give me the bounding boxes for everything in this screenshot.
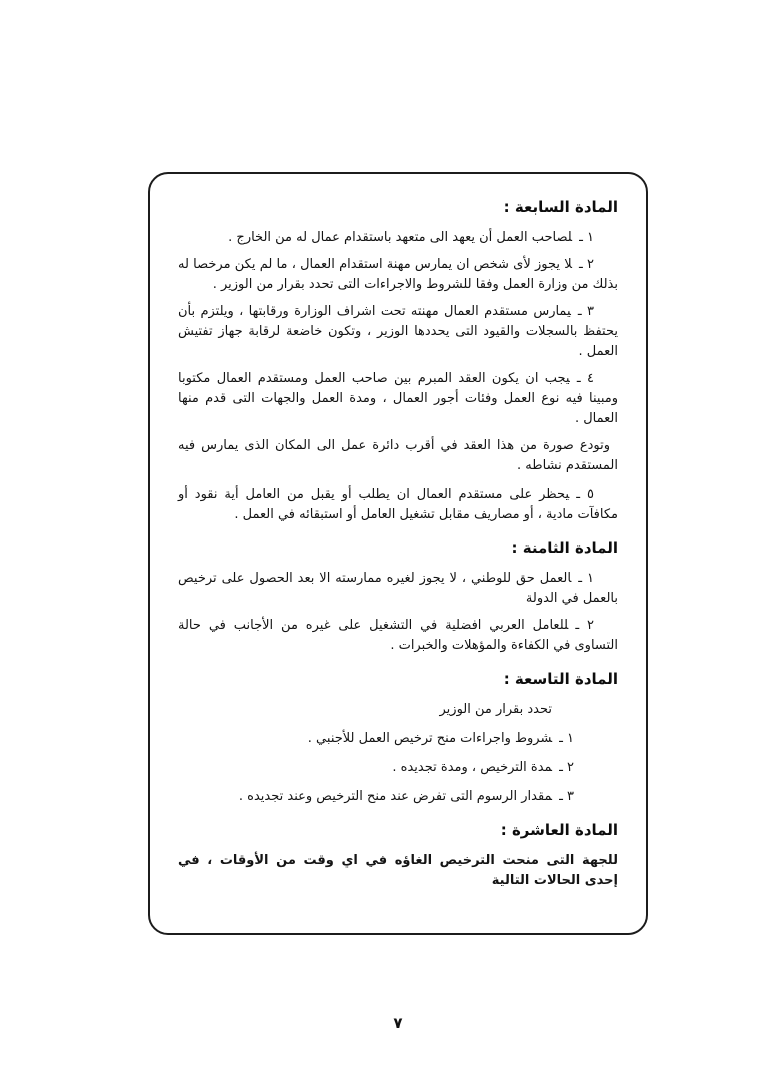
article-heading: المادة الثامنة :	[511, 539, 618, 557]
article-item	[178, 729, 618, 749]
article-heading: المادة التاسعة :	[503, 670, 618, 688]
item-text: مدة الترخيص ، ومدة تجديده .	[392, 760, 553, 775]
article-intro: تحدد بقرار من الوزير	[439, 702, 552, 717]
item-text: لصاحب العمل أن يعهد الى متعهد باستقدام عمال له من الخارج .	[228, 230, 573, 245]
article-item	[178, 228, 618, 248]
article-item	[178, 485, 618, 525]
item-number: ٣ ـ	[577, 304, 594, 319]
item-number: ٢ ـ	[559, 760, 574, 775]
article-item	[178, 758, 618, 778]
article-item	[178, 569, 618, 609]
article-heading: المادة السابعة :	[503, 198, 618, 216]
article-nine	[178, 668, 618, 807]
article-item	[178, 369, 618, 429]
item-text: يمارس مستقدم العمال مهنته تحت اشراف الوزارة ورقابتها ، ويلتزم بأن يحتفظ بالسجلات والقيود التى يحددها الوزير ، وتكون خاضعة لرقابة جهاز تفتيش العمل .	[178, 304, 618, 359]
item-number: ١ ـ	[559, 731, 574, 746]
article-ten	[178, 819, 618, 891]
page-frame	[148, 172, 648, 935]
article-item	[178, 302, 618, 362]
item-number: ٢ ـ	[578, 257, 594, 272]
article-note: وتودع صورة من هذا العقد في أقرب دائرة عمل الى المكان الذى يمارس فيه المستقدم نشاطه .	[178, 438, 618, 473]
item-text: شروط واجراءات منح ترخيص العمل للأجنبي .	[307, 731, 553, 746]
item-number: ٤ ـ	[576, 371, 594, 386]
item-number: ٣ ـ	[559, 789, 574, 804]
item-number: ٥ ـ	[576, 487, 594, 502]
article-heading: المادة العاشرة :	[500, 821, 618, 839]
item-text: يحظر على مستقدم العمال ان يطلب أو يقبل من العامل أية نقود أو مكافآت مادية ، أو مصاريف مقابل تشغيل العامل أو استبقائه في العمل .	[178, 487, 618, 522]
item-number: ١ ـ	[578, 571, 594, 586]
item-text: يجب ان يكون العقد المبرم بين صاحب العمل ومستقدم العمال مكتوبا ومبينا فيه نوع العمل وفئات أجور العمال ، ومدة العمل والجهات التى قدم منها العمال .	[178, 371, 618, 426]
article-item	[178, 787, 618, 807]
article-item	[178, 255, 618, 295]
item-number: ١ ـ	[579, 230, 594, 245]
item-text: مقدار الرسوم التى تفرض عند منح الترخيص وعند تجديده .	[238, 789, 553, 804]
page-number: ٧	[393, 1014, 403, 1032]
item-number: ٢ ـ	[575, 618, 594, 633]
item-text: للعامل العربي افضلية في التشغيل على غيره من الأجانب في حالة التساوى في الكفاءة والمؤهلات والخبرات .	[178, 618, 618, 653]
article-paragraph: للجهة التى منحت الترخيص الغاؤه في اي وقت من الأوقات ، في إحدى الحالات التالية	[178, 853, 618, 888]
item-text: العمل حق للوطني ، لا يجوز لغيره ممارسته الا بعد الحصول على ترخيص بالعمل في الدولة	[178, 571, 618, 606]
article-item	[178, 616, 618, 656]
item-text: لا يجوز لأى شخص ان يمارس مهنة استقدام العمال ، ما لم يكن مرخصا له بذلك من وزارة العمل وفقا للشروط والاجراءات التى تحدد بقرار من الوزير .	[178, 257, 618, 292]
article-seven	[178, 196, 618, 525]
article-eight	[178, 537, 618, 656]
